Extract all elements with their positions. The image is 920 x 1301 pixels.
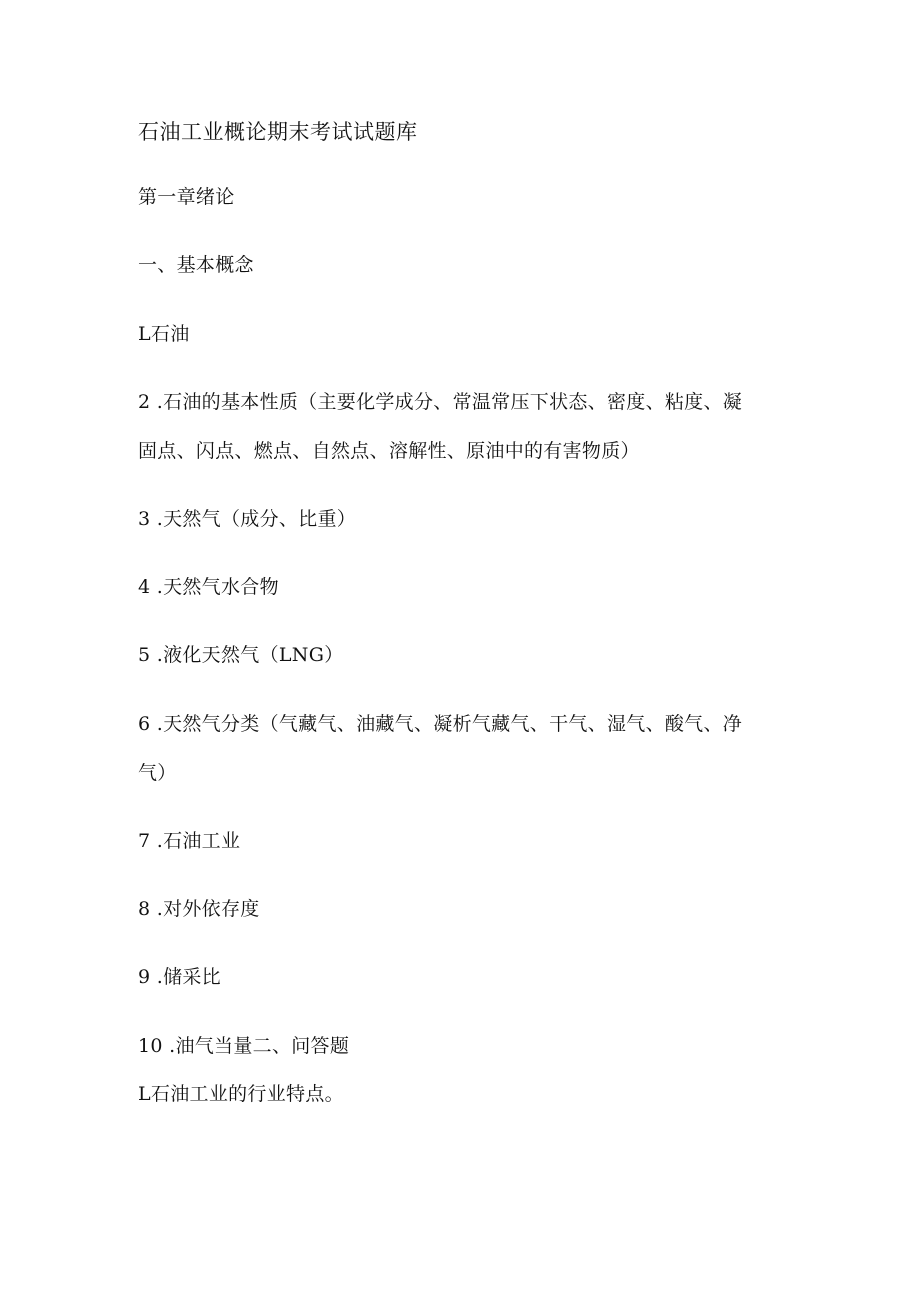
- list-item-continuation: 气）: [138, 762, 177, 784]
- list-item: 7 .石油工业: [138, 830, 241, 852]
- list-item: 8 .对外依存度: [138, 898, 260, 920]
- list-item: 5 .液化天然气（LNG）: [138, 644, 344, 666]
- chapter-heading: 第一章绪论: [138, 186, 235, 208]
- list-item: 10 .油气当量二、问答题: [138, 1035, 350, 1057]
- section-heading-basic-concepts: 一、基本概念: [138, 254, 254, 276]
- list-item: L石油: [138, 323, 190, 345]
- list-item-continuation: 固点、闪点、燃点、自然点、溶解性、原油中的有害物质）: [138, 440, 640, 462]
- list-item: 9 .储采比: [138, 966, 221, 988]
- list-item: 2 .石油的基本性质（主要化学成分、常温常压下状态、密度、粘度、凝: [138, 391, 743, 413]
- list-item: L石油工业的行业特点。: [138, 1083, 344, 1105]
- document-title: 石油工业概论期末考试试题库: [138, 120, 418, 144]
- list-item: 6 .天然气分类（气藏气、油藏气、凝析气藏气、干气、湿气、酸气、净: [138, 713, 743, 735]
- list-item: 3 .天然气（成分、比重）: [138, 508, 357, 530]
- list-item: 4 .天然气水合物: [138, 576, 279, 598]
